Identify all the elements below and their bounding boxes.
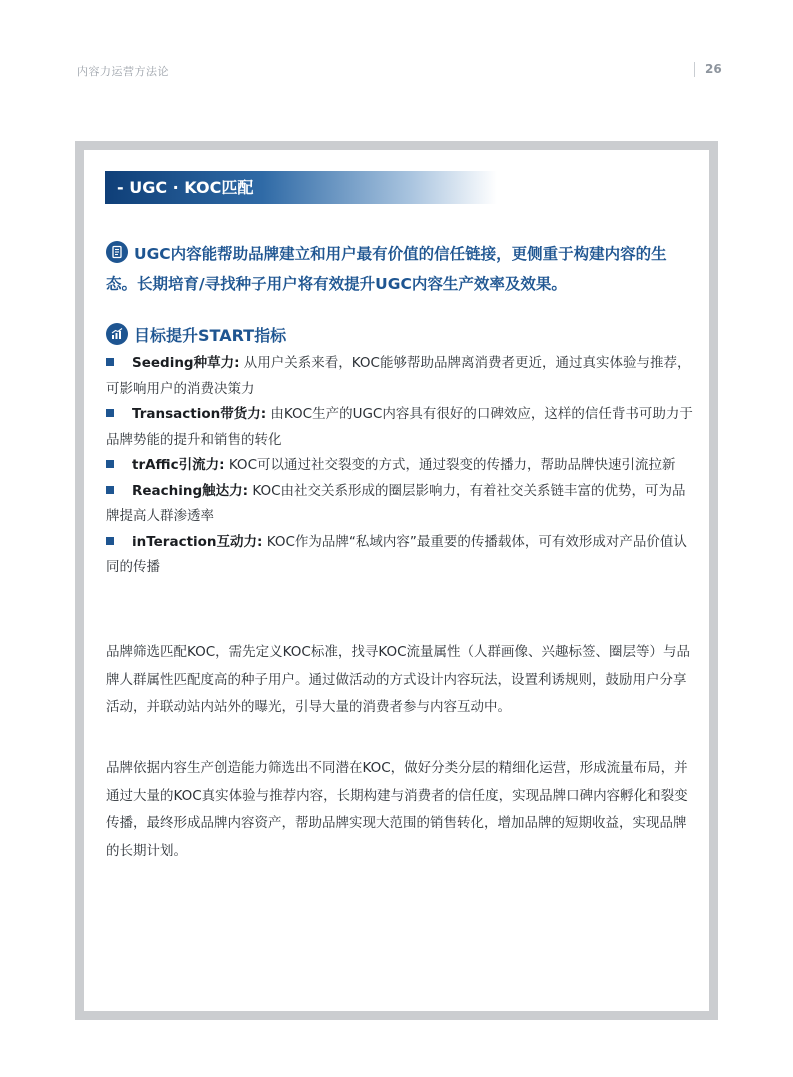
metric-description: KOC由社交关系形成的圈层影响力，有着社交关系链丰富的优势，可为品牌提高人群渗透率 <box>106 482 686 524</box>
body-paragraph: 品牌筛选匹配KOC，需先定义KOC标准，找寻KOC流量属性（人群画像、兴趣标签、圈层等）与品牌人群属性匹配度高的种子用户。通过做活动的方式设计内容玩法，设置利诱规则，鼓励用户分享活动，并联动站内站外的曝光，引导大量的消费者参与内容互动中。 <box>106 644 690 715</box>
metric-description: KOC可以通过社交裂变的方式，通过裂变的传播力，帮助品牌快速引流拉新 <box>224 457 676 473</box>
intro-statement <box>106 239 696 299</box>
bullet-square-icon <box>106 537 114 545</box>
bullet-square-icon <box>106 358 114 366</box>
metric-description: KOC作为品牌“私域内容”最重要的传播载体，可有效形成对产品价值认同的传播 <box>106 533 687 575</box>
metric-term: trAffic引流力: <box>132 457 225 473</box>
metric-term: Seeding种草力: <box>132 355 240 371</box>
content-panel <box>84 150 709 1011</box>
goals-heading-text: 目标提升START指标 <box>134 326 287 345</box>
body-paragraph: 品牌依据内容生产创造能力筛选出不同潜在KOC，做好分类分层的精细化运营，形成流量布局，并通过大量的KOC真实体验与推荐内容，长期构建与消费者的信任度，实现品牌口碑内容孵化和裂变传播，最终形成品牌内容资产，帮助品牌实现大范围的销售转化，增加品牌的短期收益，实现品牌的长期计划。 <box>106 760 688 859</box>
start-metrics-list <box>106 351 696 581</box>
metric-term: Reaching触达力: <box>132 482 249 499</box>
page-number: 26 <box>705 62 722 76</box>
metric-description: 从用户关系来看，KOC能够帮助品牌离消费者更近，通过真实体验与推荐，可影响用户的消费决策力 <box>106 355 691 397</box>
bullet-square-icon <box>106 460 114 468</box>
section-title: - UGC · KOC匹配 <box>117 178 254 197</box>
metric-term: Transaction带货力: <box>132 406 267 422</box>
document-icon <box>106 241 128 263</box>
chart-growth-icon <box>106 323 128 345</box>
content-frame <box>75 141 718 1020</box>
header-divider <box>694 62 695 77</box>
goals-heading <box>106 323 286 348</box>
section-title-bar <box>105 171 497 204</box>
list-item <box>106 453 696 479</box>
list-item <box>106 402 696 453</box>
bullet-square-icon <box>106 409 114 417</box>
intro-text: UGC内容能帮助品牌建立和用户最有价值的信任链接，更侧重于构建内容的生态。长期培育/寻找种子用户将有效提升UGC内容生产效率及效果。 <box>106 245 667 293</box>
metric-term: inTeraction互动力: <box>132 533 263 550</box>
list-item <box>106 351 696 402</box>
bullet-square-icon <box>106 486 114 494</box>
list-item <box>106 479 696 530</box>
list-item <box>106 530 696 581</box>
running-title: 内容力运营方法论 <box>77 65 169 78</box>
metric-description: 由KOC生产的UGC内容具有很好的口碑效应，这样的信任背书可助力于品牌势能的提升和销售的转化 <box>106 406 693 448</box>
